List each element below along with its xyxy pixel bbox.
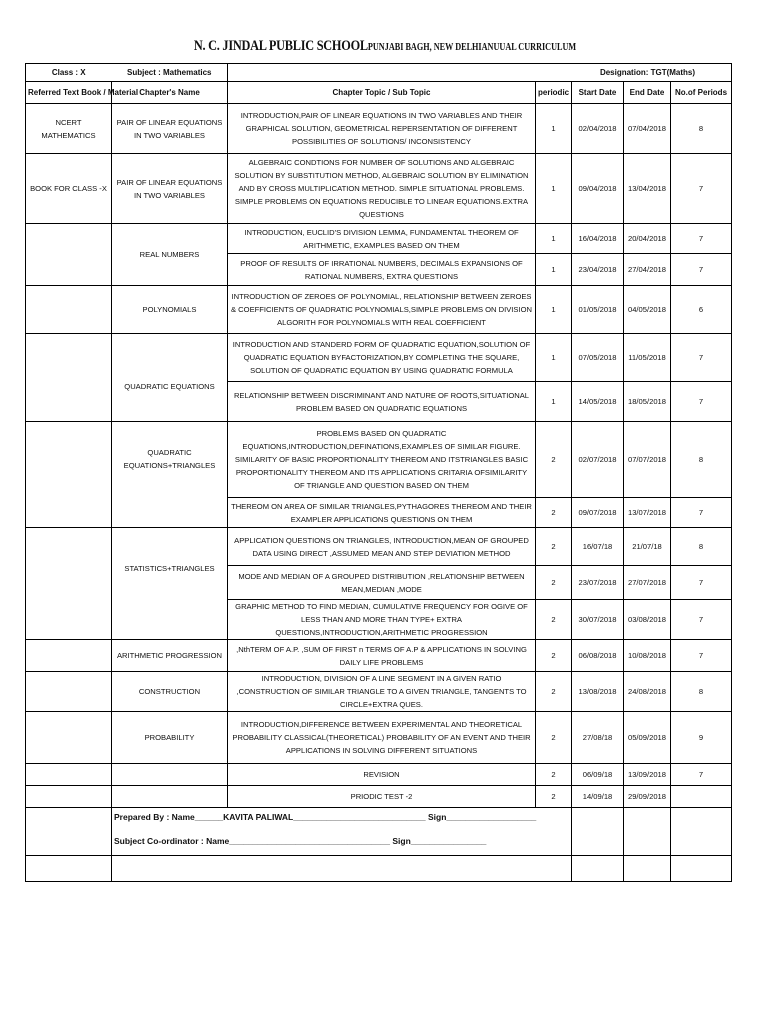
start-date-cell: 30/07/2018 xyxy=(572,600,624,640)
topic-cell: ALGEBRAIC CONDTIONS FOR NUMBER OF SOLUTIONS AND ALGEBRAIC SOLUTION BY SUBSTITUTION METHOD, ALGEBRAIC SOLUTION BY ELIMINATION AND BY CROSS MULTIPLICATION METHOD. SIMPLE SITUATIONAL PROBLEMS. SIMPLE PROBLEMS ON EQUATIONS REDUCIBLE TO LINEAR EQUATIONS.EXTRA QUESTIONS xyxy=(228,154,536,224)
periodic-cell: 2 xyxy=(536,422,572,498)
end-date-cell: 05/09/2018 xyxy=(624,712,671,764)
table-row xyxy=(26,786,732,808)
start-date-cell: 01/05/2018 xyxy=(572,286,624,334)
periodic-cell: 2 xyxy=(536,712,572,764)
subject-label: Subject : Mathematics xyxy=(112,64,228,82)
topic-cell: INTRODUCTION, DIVISION OF A LINE SEGMENT IN A GIVEN RATIO ,CONSTRUCTION OF SIMILAR TRIANGLE TO A GIVEN TRIANGLE, TANGENTS TO CIRCLE+EXTRA QUES. xyxy=(228,672,536,712)
table-row xyxy=(26,104,732,154)
start-date-cell: 13/08/2018 xyxy=(572,672,624,712)
periodic-cell: 2 xyxy=(536,786,572,808)
col-chapter-header: Chapter's Name xyxy=(112,82,228,104)
col-periods-header: No.of Periods xyxy=(671,82,732,104)
topic-cell: REVISION xyxy=(228,764,536,786)
end-date-cell: 11/05/2018 xyxy=(624,334,671,382)
prepared-by-row xyxy=(26,808,732,828)
book-cell: NCERT MATHEMATICS xyxy=(26,104,112,154)
start-date-cell: 16/04/2018 xyxy=(572,224,624,254)
periodic-cell: 1 xyxy=(536,286,572,334)
footer-empty-cell xyxy=(624,856,671,882)
table-row xyxy=(26,672,732,712)
footer-empty-cell xyxy=(572,808,624,828)
periods-cell: 9 xyxy=(671,712,732,764)
book-cell xyxy=(26,786,112,808)
footer-empty-cell xyxy=(624,808,671,828)
start-date-cell: 06/09/18 xyxy=(572,764,624,786)
start-date-cell: 06/08/2018 xyxy=(572,640,624,672)
chapter-cell: CONSTRUCTION xyxy=(112,672,228,712)
chapter-cell: REAL NUMBERS xyxy=(112,224,228,286)
table-row xyxy=(26,286,732,334)
periodic-cell: 2 xyxy=(536,600,572,640)
footer-empty-cell xyxy=(671,808,732,828)
footer-empty-cell xyxy=(572,828,624,856)
footer-empty-cell xyxy=(26,808,112,828)
designation-label: Designation: TGT(Maths) xyxy=(228,64,732,82)
start-date-cell: 02/07/2018 xyxy=(572,422,624,498)
topic-cell: INTRODUCTION,PAIR OF LINEAR EQUATIONS IN TWO VARIABLES AND THEIR GRAPHICAL SOLUTION, GEOMETRICAL REPERSENTATION OF DIFFERENT POSSIBILITIES OF SOLUTIONS/ INCONSISTENCY xyxy=(228,104,536,154)
col-end-header: End Date xyxy=(624,82,671,104)
periods-cell: 8 xyxy=(671,104,732,154)
periods-cell: 8 xyxy=(671,672,732,712)
topic-cell: PRIODIC TEST -2 xyxy=(228,786,536,808)
col-periodic-header: periodic xyxy=(536,82,572,104)
footer-empty-cell xyxy=(671,828,732,856)
table-row xyxy=(26,764,732,786)
periodic-cell: 1 xyxy=(536,334,572,382)
chapter-cell: ARITHMETIC PROGRESSION xyxy=(112,640,228,672)
coordinator-line: Subject Co-ordinator : Name__________________________________ Sign________________ xyxy=(112,828,572,856)
end-date-cell: 24/08/2018 xyxy=(624,672,671,712)
book-cell xyxy=(26,334,112,422)
end-date-cell: 27/07/2018 xyxy=(624,566,671,600)
periods-cell xyxy=(671,786,732,808)
start-date-cell: 23/07/2018 xyxy=(572,566,624,600)
end-date-cell: 13/04/2018 xyxy=(624,154,671,224)
periods-cell: 7 xyxy=(671,154,732,224)
chapter-cell: POLYNOMIALS xyxy=(112,286,228,334)
periods-cell: 6 xyxy=(671,286,732,334)
school-address: PUNJABI BAGH, NEW DELHI xyxy=(367,42,482,53)
sign-label: Sign xyxy=(427,812,447,823)
sign-label: Sign xyxy=(392,835,411,846)
periodic-cell: 1 xyxy=(536,104,572,154)
topic-cell: INTRODUCTION, EUCLID'S DIVISION LEMMA, FUNDAMENTAL THEOREM OF ARITHMETIC, EXAMPLES BASED ON THEM xyxy=(228,224,536,254)
topic-cell: PROBLEMS BASED ON QUADRATIC EQUATIONS,INTRODUCTION,DEFINATIONS,EXAMPLES OF SIMILAR FIGURE. SIMILARITY OF BASIC PROPORTIONALITY THEREOM AND ITSTRIANGLES BASIC PROPORTIONALITY THEREOM AND ITS APPLICATIONS CRITARIA OFSIMILARITY OF TRIANGLE AND QUESTION BASED ON THEM xyxy=(228,422,536,498)
col-topic-header: Chapter Topic / Sub Topic xyxy=(228,82,536,104)
table-row xyxy=(26,422,732,498)
footer-empty-cell xyxy=(572,856,624,882)
book-cell xyxy=(26,672,112,712)
topic-cell: PROOF OF RESULTS OF IRRATIONAL NUMBERS, DECIMALS EXPANSIONS OF RATIONAL NUMBERS, EXTRA QUESTIONS xyxy=(228,254,536,286)
col-book-header: Referred Text Book / Material xyxy=(26,82,112,104)
periodic-cell: 2 xyxy=(536,566,572,600)
periods-cell: 7 xyxy=(671,382,732,422)
start-date-cell: 14/09/18 xyxy=(572,786,624,808)
start-date-cell: 16/07/18 xyxy=(572,528,624,566)
coordinator-label: Subject Co-ordinator : Name xyxy=(114,835,230,846)
chapter-cell: QUADRATIC EQUATIONS+TRIANGLES xyxy=(112,422,228,528)
chapter-cell: STATISTICS+TRIANGLES xyxy=(112,528,228,640)
periodic-cell: 1 xyxy=(536,382,572,422)
footer-empty-cell xyxy=(26,828,112,856)
start-date-cell: 09/04/2018 xyxy=(572,154,624,224)
periodic-cell: 2 xyxy=(536,764,572,786)
topic-cell: RELATIONSHIP BETWEEN DISCRIMINANT AND NATURE OF ROOTS,SITUATIONAL PROBLEM BASED ON QUADRATIC EQUATIONS xyxy=(228,382,536,422)
curriculum-table xyxy=(25,63,732,882)
page-title xyxy=(69,38,700,55)
table-row xyxy=(26,712,732,764)
end-date-cell: 29/09/2018 xyxy=(624,786,671,808)
periodic-cell: 2 xyxy=(536,672,572,712)
end-date-cell: 13/07/2018 xyxy=(624,498,671,528)
start-date-cell: 02/04/2018 xyxy=(572,104,624,154)
periods-cell: 7 xyxy=(671,224,732,254)
empty-row xyxy=(26,856,732,882)
start-date-cell: 14/05/2018 xyxy=(572,382,624,422)
prepared-by-label: Prepared By : Name xyxy=(114,812,195,823)
periods-cell: 7 xyxy=(671,566,732,600)
chapter-cell: PAIR OF LINEAR EQUATIONS IN TWO VARIABLES xyxy=(112,154,228,224)
school-name: N. C. JINDAL PUBLIC SCHOOL xyxy=(193,38,368,54)
start-date-cell: 27/08/18 xyxy=(572,712,624,764)
periods-cell: 7 xyxy=(671,254,732,286)
end-date-cell: 21/07/18 xyxy=(624,528,671,566)
end-date-cell: 04/05/2018 xyxy=(624,286,671,334)
periods-cell: 8 xyxy=(671,528,732,566)
book-cell xyxy=(26,640,112,672)
start-date-cell: 07/05/2018 xyxy=(572,334,624,382)
end-date-cell: 13/09/2018 xyxy=(624,764,671,786)
footer-empty-cell xyxy=(112,856,572,882)
periods-cell: 7 xyxy=(671,640,732,672)
footer-empty-cell xyxy=(624,828,671,856)
periods-cell: 7 xyxy=(671,334,732,382)
chapter-cell: PROBABILITY xyxy=(112,712,228,764)
topic-cell: MODE AND MEDIAN OF A GROUPED DISTRIBUTION ,RELATIONSHIP BETWEEN MEAN,MEDIAN ,MODE xyxy=(228,566,536,600)
table-row xyxy=(26,334,732,382)
footer-empty-cell xyxy=(671,856,732,882)
book-cell xyxy=(26,422,112,528)
book-cell xyxy=(26,764,112,786)
periods-cell: 7 xyxy=(671,764,732,786)
coordinator-row xyxy=(26,828,732,856)
periods-cell: 7 xyxy=(671,498,732,528)
topic-cell: THEREOM ON AREA OF SIMILAR TRIANGLES,PYTHAGORES THEREOM AND THEIR EXAMPLER APPLICATIONS QUESTIONS ON THEM xyxy=(228,498,536,528)
start-date-cell: 09/07/2018 xyxy=(572,498,624,528)
periods-cell: 8 xyxy=(671,422,732,498)
end-date-cell: 10/08/2018 xyxy=(624,640,671,672)
chapter-cell xyxy=(112,786,228,808)
col-start-header: Start Date xyxy=(572,82,624,104)
topic-cell: APPLICATION QUESTIONS ON TRIANGLES, INTRODUCTION,MEAN OF GROUPED DATA USING DIRECT ,ASSUMED MEAN AND STEP DEVIATION METHOD xyxy=(228,528,536,566)
periodic-cell: 1 xyxy=(536,224,572,254)
book-cell: BOOK FOR CLASS -X xyxy=(26,154,112,224)
end-date-cell: 07/07/2018 xyxy=(624,422,671,498)
book-cell xyxy=(26,224,112,286)
periodic-cell: 1 xyxy=(536,254,572,286)
table-row xyxy=(26,154,732,224)
prepared-by-line: Prepared By : Name______KAVITA PALIWAL____________________________ Sign___________________ xyxy=(112,808,572,828)
start-date-cell: 23/04/2018 xyxy=(572,254,624,286)
topic-cell: INTRODUCTION,DIFFERENCE BETWEEN EXPERIMENTAL AND THEORETICAL PROBABILITY CLASSICAL(THEORETICAL) PROBABILITY OF AN EVENT AND THEIR APPLICATIONS IN SOLVING DIFFERENT SITUATIONS xyxy=(228,712,536,764)
topic-cell: GRAPHIC METHOD TO FIND MEDIAN, CUMULATIVE FREQUENCY FOR OGIVE OF LESS THAN AND MORE THAN TYPE+ EXTRA QUESTIONS,INTRODUCTION,ARITHMETIC PROGRESSION xyxy=(228,600,536,640)
periodic-cell: 2 xyxy=(536,528,572,566)
class-label: Class : X xyxy=(26,64,112,82)
book-cell xyxy=(26,712,112,764)
topic-cell: INTRODUCTION OF ZEROES OF POLYNOMIAL, RELATIONSHIP BETWEEN ZEROES & COEFFICIENTS OF QUADRATIC POLYNOMIALS,SIMPLE PROBLEMS ON DIVISION ALGORITH FOR POLYNOMIALS WITH REAL COEFFICIENT xyxy=(228,286,536,334)
table-row xyxy=(26,528,732,566)
book-cell xyxy=(26,286,112,334)
periodic-cell: 2 xyxy=(536,640,572,672)
chapter-cell xyxy=(112,764,228,786)
table-row xyxy=(26,224,732,254)
topic-cell: ,NthTERM OF A.P. ,SUM OF FIRST n TERMS OF A.P & APPLICATIONS IN SOLVING DAILY LIFE PROBLEMS xyxy=(228,640,536,672)
end-date-cell: 18/05/2018 xyxy=(624,382,671,422)
footer-empty-cell xyxy=(26,856,112,882)
prepared-by-name: KAVITA PALIWAL xyxy=(223,812,294,823)
periods-cell: 7 xyxy=(671,600,732,640)
book-cell xyxy=(26,528,112,640)
chapter-cell: QUADRATIC EQUATIONS xyxy=(112,334,228,422)
end-date-cell: 27/04/2018 xyxy=(624,254,671,286)
topic-cell: INTRODUCTION AND STANDERD FORM OF QUADRATIC EQUATION,SOLUTION OF QUADRATIC EQUATION BYFACTORIZATION,BY COMPLETING THE SQUARE, SOLUTION OF QUADRATIC EQUATION BY USING QUADRATIC FORMULA xyxy=(228,334,536,382)
end-date-cell: 07/04/2018 xyxy=(624,104,671,154)
table-row xyxy=(26,640,732,672)
periodic-cell: 2 xyxy=(536,498,572,528)
curriculum-label: ANUUAL CURRICULUM xyxy=(481,42,577,53)
end-date-cell: 20/04/2018 xyxy=(624,224,671,254)
end-date-cell: 03/08/2018 xyxy=(624,600,671,640)
periodic-cell: 1 xyxy=(536,154,572,224)
chapter-cell: PAIR OF LINEAR EQUATIONS IN TWO VARIABLES xyxy=(112,104,228,154)
